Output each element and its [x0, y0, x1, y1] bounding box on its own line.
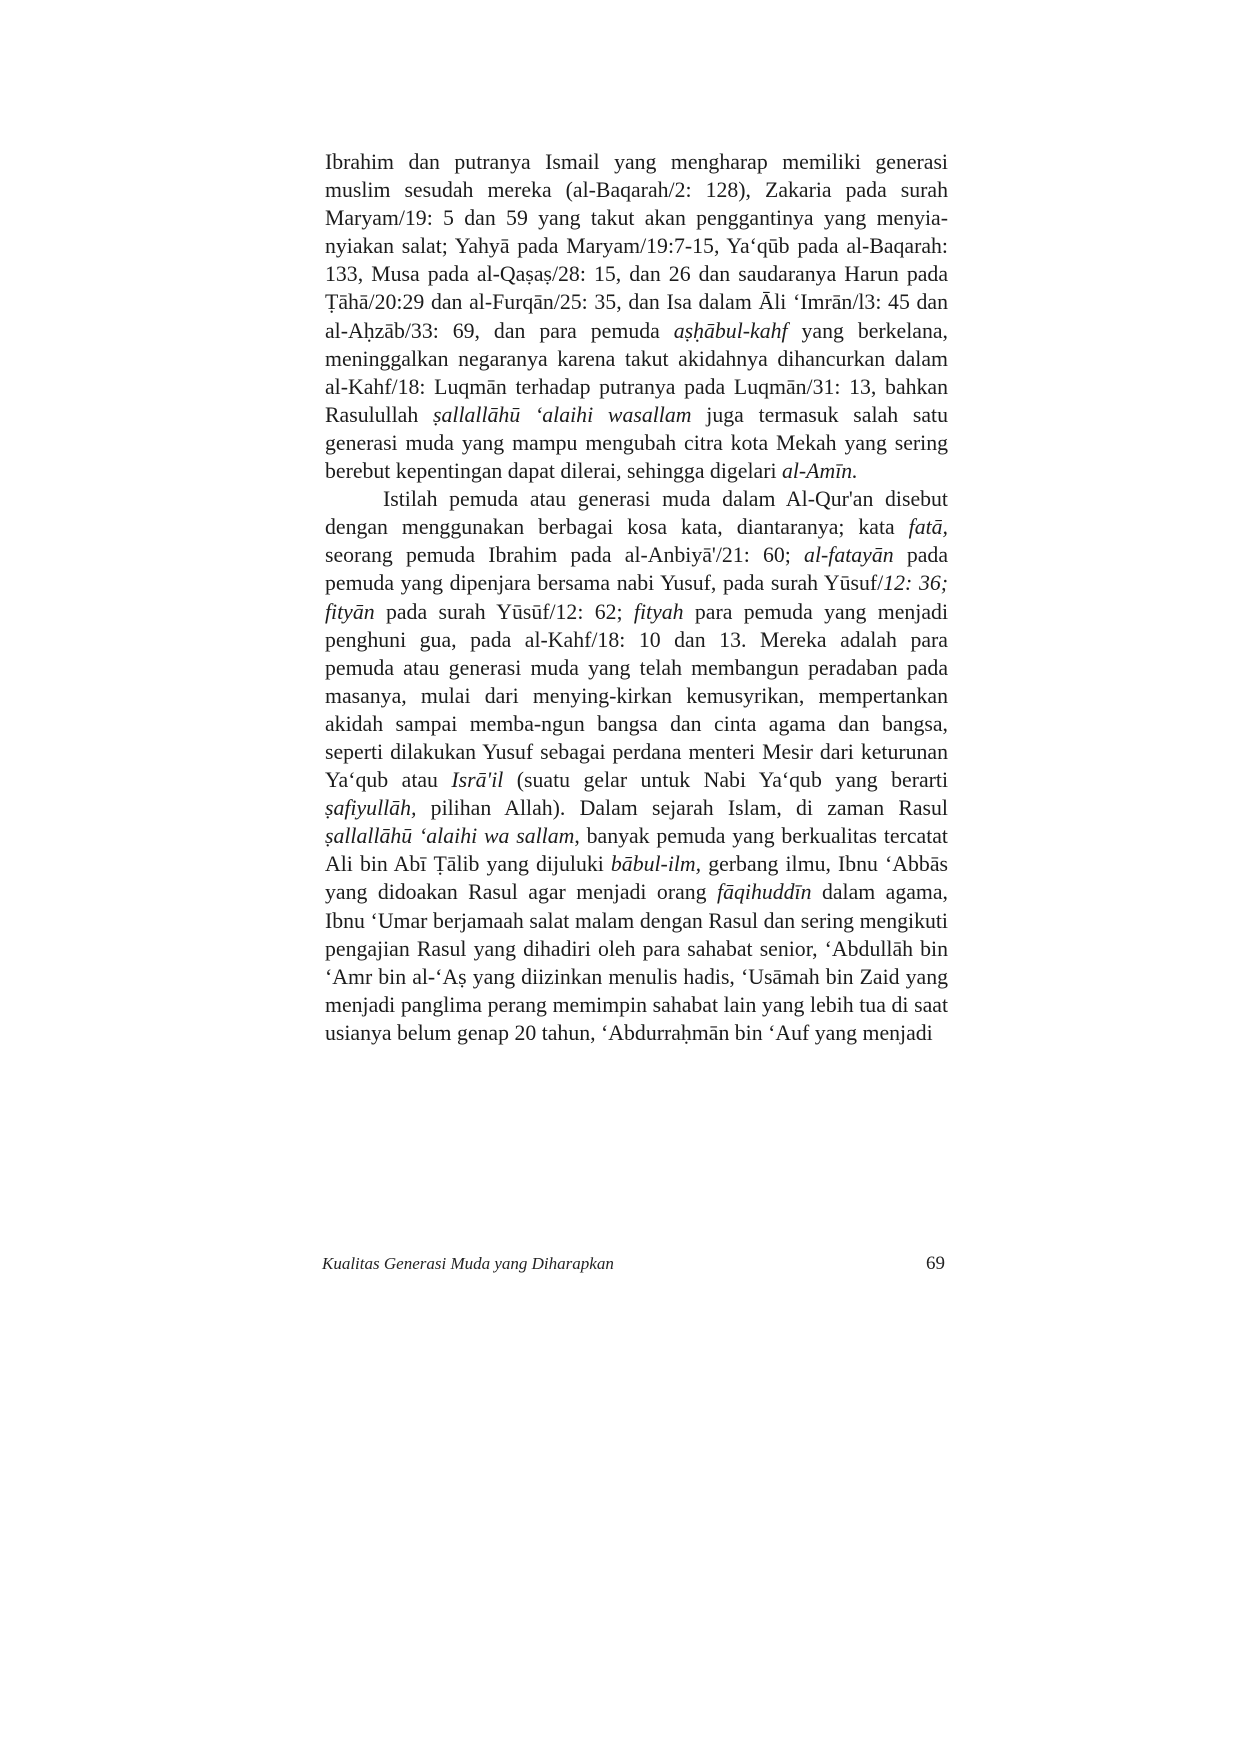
italic-term: fatā,	[908, 515, 948, 540]
text-run: Ibrahim dan putranya Ismail yang mengharap memiliki generasi muslim sesudah mereka (al-Baqarah/2: 128), Zakaria pada surah Maryam/19: 5 dan 59 yang takut akan penggantinya yang menyia-nyiakan salat; Yahyā pada Maryam/19:7-15, Ya‘qūb pada al-Baqarah: 133, Musa pada al-Qaṣaṣ/28: 15, dan 26 dan saudaranya Harun pada Ṭāhā/20:29 dan al-Furqān/25: 35, dan Isa dalam Āli ‘Imrān/l3: 45 dan al-Aḥzāb/33: 69, dan para pemuda	[325, 150, 948, 343]
italic-term: 12: 36; fityān	[325, 571, 948, 624]
text-run: , banyak pemuda yang berkualitas tercatat Ali bin Abī Ṭālib yang dijuluki	[325, 824, 948, 877]
text-run: (suatu gelar untuk Nabi Ya‘qub yang berarti	[503, 768, 949, 793]
paragraph-1	[325, 148, 948, 485]
text-run: pada surah Yūsūf/12: 62;	[374, 599, 634, 624]
body-text	[325, 148, 948, 1047]
italic-term: al-fatayān	[804, 543, 894, 568]
text-run: pada pemuda yang dipenjara bersama nabi Yusuf, pada surah Yūsuf/	[325, 543, 948, 596]
running-footer-title: Kualitas Generasi Muda yang Diharapkan	[322, 1254, 614, 1273]
paragraph-2	[325, 485, 948, 1047]
text-run: gerbang ilmu, Ibnu ‘Abbās yang didoakan Rasul agar menjadi orang	[325, 852, 948, 905]
italic-term: aṣḥābul-kahf	[673, 318, 788, 343]
italic-term: ṣallallāhū ‘alaihi wasallam	[433, 402, 692, 427]
text-run: pilihan Allah). Dalam sejarah Islam, di zaman Rasul	[416, 796, 948, 821]
text-run: Istilah pemuda atau generasi muda dalam Al-Qur'an disebut dengan menggunakan berbagai kosa kata, diantaranya; kata	[325, 487, 948, 540]
italic-term: al-Amīn.	[781, 459, 858, 484]
text-run: yang berkelana, meninggalkan negaranya karena takut akidahnya dihancurkan dalam al-Kahf/18: Luqmān terhadap putranya pada Luqmān/31: 13, bahkan Rasulullah	[325, 318, 948, 427]
text-run: dalam agama, Ibnu ‘Umar berjamaah salat malam dengan Rasul dan sering mengikuti pengajian Rasul yang dihadiri oleh para sahabat senior, ‘Abdullāh bin ‘Amr bin al-‘Aṣ yang diizinkan menulis hadis, ‘Usāmah bin Zaid yang menjadi panglima perang memimpin sahabat lain yang lebih tua di saat usianya belum genap 20 tahun, ‘Abdurraḥmān bin ‘Auf yang menjadi	[325, 880, 949, 1045]
text-run: seorang pemuda Ibrahim pada al-Anbiyā'/21: 60;	[325, 543, 805, 568]
page-number: 69	[926, 1253, 945, 1274]
italic-term: fityah	[633, 599, 684, 624]
italic-term: Isrā'il	[451, 768, 504, 793]
text-run: juga termasuk salah satu generasi muda yang mampu mengubah citra kota Mekah yang sering berebut kepentingan dapat dilerai, sehingga digelari	[325, 402, 949, 484]
italic-term: fāqihuddīn	[717, 880, 812, 905]
italic-term: ṣafiyullāh,	[325, 796, 417, 821]
text-run: para pemuda yang menjadi penghuni gua, pada al-Kahf/18: 10 dan 13. Mereka adalah para pemuda atau generasi muda yang telah membangun peradaban pada masanya, mulai dari menying-kirkan kemusyrikan, mempertankan akidah sampai memba-ngun bangsa dan cinta agama dan bangsa, seperti dilakukan Yusuf sebagai perdana menteri Mesir dari keturunan Ya‘qub atau	[325, 599, 948, 793]
italic-term: bābul-ilm,	[610, 852, 702, 877]
italic-term: ṣallallāhū ‘alaihi wa sallam	[325, 824, 575, 849]
